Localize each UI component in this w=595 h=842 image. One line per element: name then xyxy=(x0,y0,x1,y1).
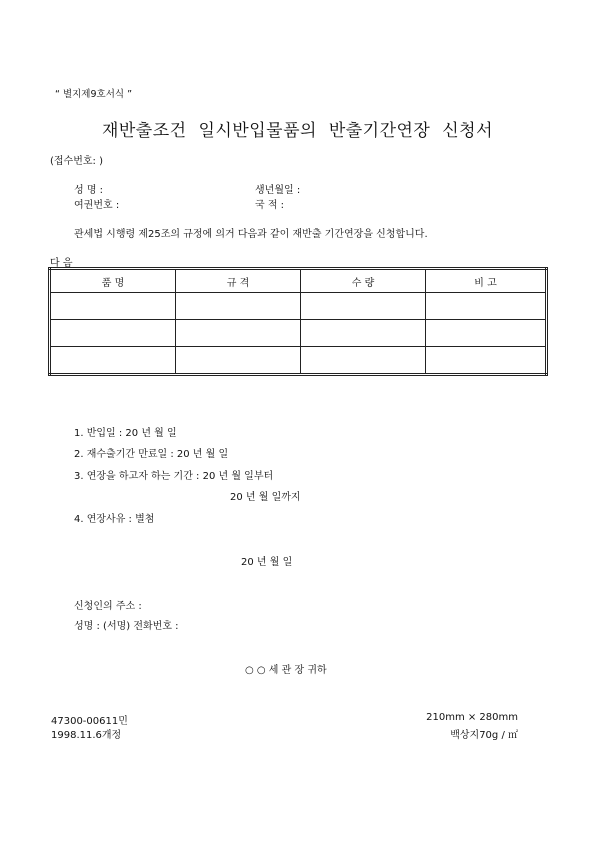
form-number-label: “ 별지제9호서식 ” xyxy=(55,89,132,100)
footer-paper-type: 백상지70g / ㎡ xyxy=(450,730,518,741)
import-date-line: 1. 반입일 : 20 년 월 일 xyxy=(74,428,177,439)
application-date-line: 20 년 월 일 xyxy=(241,557,293,568)
recipient-line: ○ ○ 세 관 장 귀하 xyxy=(245,665,327,676)
table-cell xyxy=(426,320,547,347)
extension-until-line: 20 년 월 일까지 xyxy=(230,492,301,503)
footer-form-number: 47300-00611민 xyxy=(51,716,128,727)
table-cell xyxy=(301,293,426,320)
header-quantity: 수 량 xyxy=(301,269,426,293)
table-cell xyxy=(176,320,301,347)
table-cell xyxy=(176,347,301,375)
table-cell xyxy=(50,293,176,320)
header-specification: 규 격 xyxy=(176,269,301,293)
name-field-label: 성 명 : xyxy=(74,185,104,196)
table-cell xyxy=(426,293,547,320)
footer-revision-date: 1998.11.6개정 xyxy=(51,730,122,741)
reexport-deadline-line: 2. 재수출기간 만료일 : 20 년 월 일 xyxy=(74,449,229,460)
extension-reason-line: 4. 연장사유 : 별첨 xyxy=(74,514,155,525)
applicant-address-line: 신청인의 주소 : xyxy=(74,601,142,612)
signature-line: 성명 : (서명) 전화번호 : xyxy=(74,621,179,632)
nationality-field-label: 국 적 : xyxy=(255,200,285,211)
table-row xyxy=(50,320,547,347)
birth-date-field-label: 생년월일 : xyxy=(255,185,301,196)
extension-period-line: 3. 연장을 하고자 하는 기간 : 20 년 월 일부터 xyxy=(74,471,274,482)
table-cell xyxy=(301,347,426,375)
document-title: 재반출조건 일시반입물품의 반출기간연장 신청서 xyxy=(101,121,494,141)
header-remarks: 비 고 xyxy=(426,269,547,293)
application-statement: 관세법 시행령 제25조의 규정에 의거 다음과 같이 재반출 기간연장을 신청합니다. xyxy=(74,229,428,240)
below-heading: 다 음 xyxy=(50,258,73,269)
header-item-name: 품 명 xyxy=(50,269,176,293)
table-cell xyxy=(426,347,547,375)
table-header-row xyxy=(50,269,547,293)
table-cell xyxy=(50,320,176,347)
receipt-number: (접수번호: ) xyxy=(50,156,103,167)
table-cell xyxy=(176,293,301,320)
item-table xyxy=(48,267,548,376)
passport-number-field-label: 여권번호 : xyxy=(74,200,120,211)
table-row xyxy=(50,347,547,375)
footer-paper-size: 210mm × 280mm xyxy=(426,712,518,723)
table-cell xyxy=(301,320,426,347)
table-row xyxy=(50,293,547,320)
table-cell xyxy=(50,347,176,375)
